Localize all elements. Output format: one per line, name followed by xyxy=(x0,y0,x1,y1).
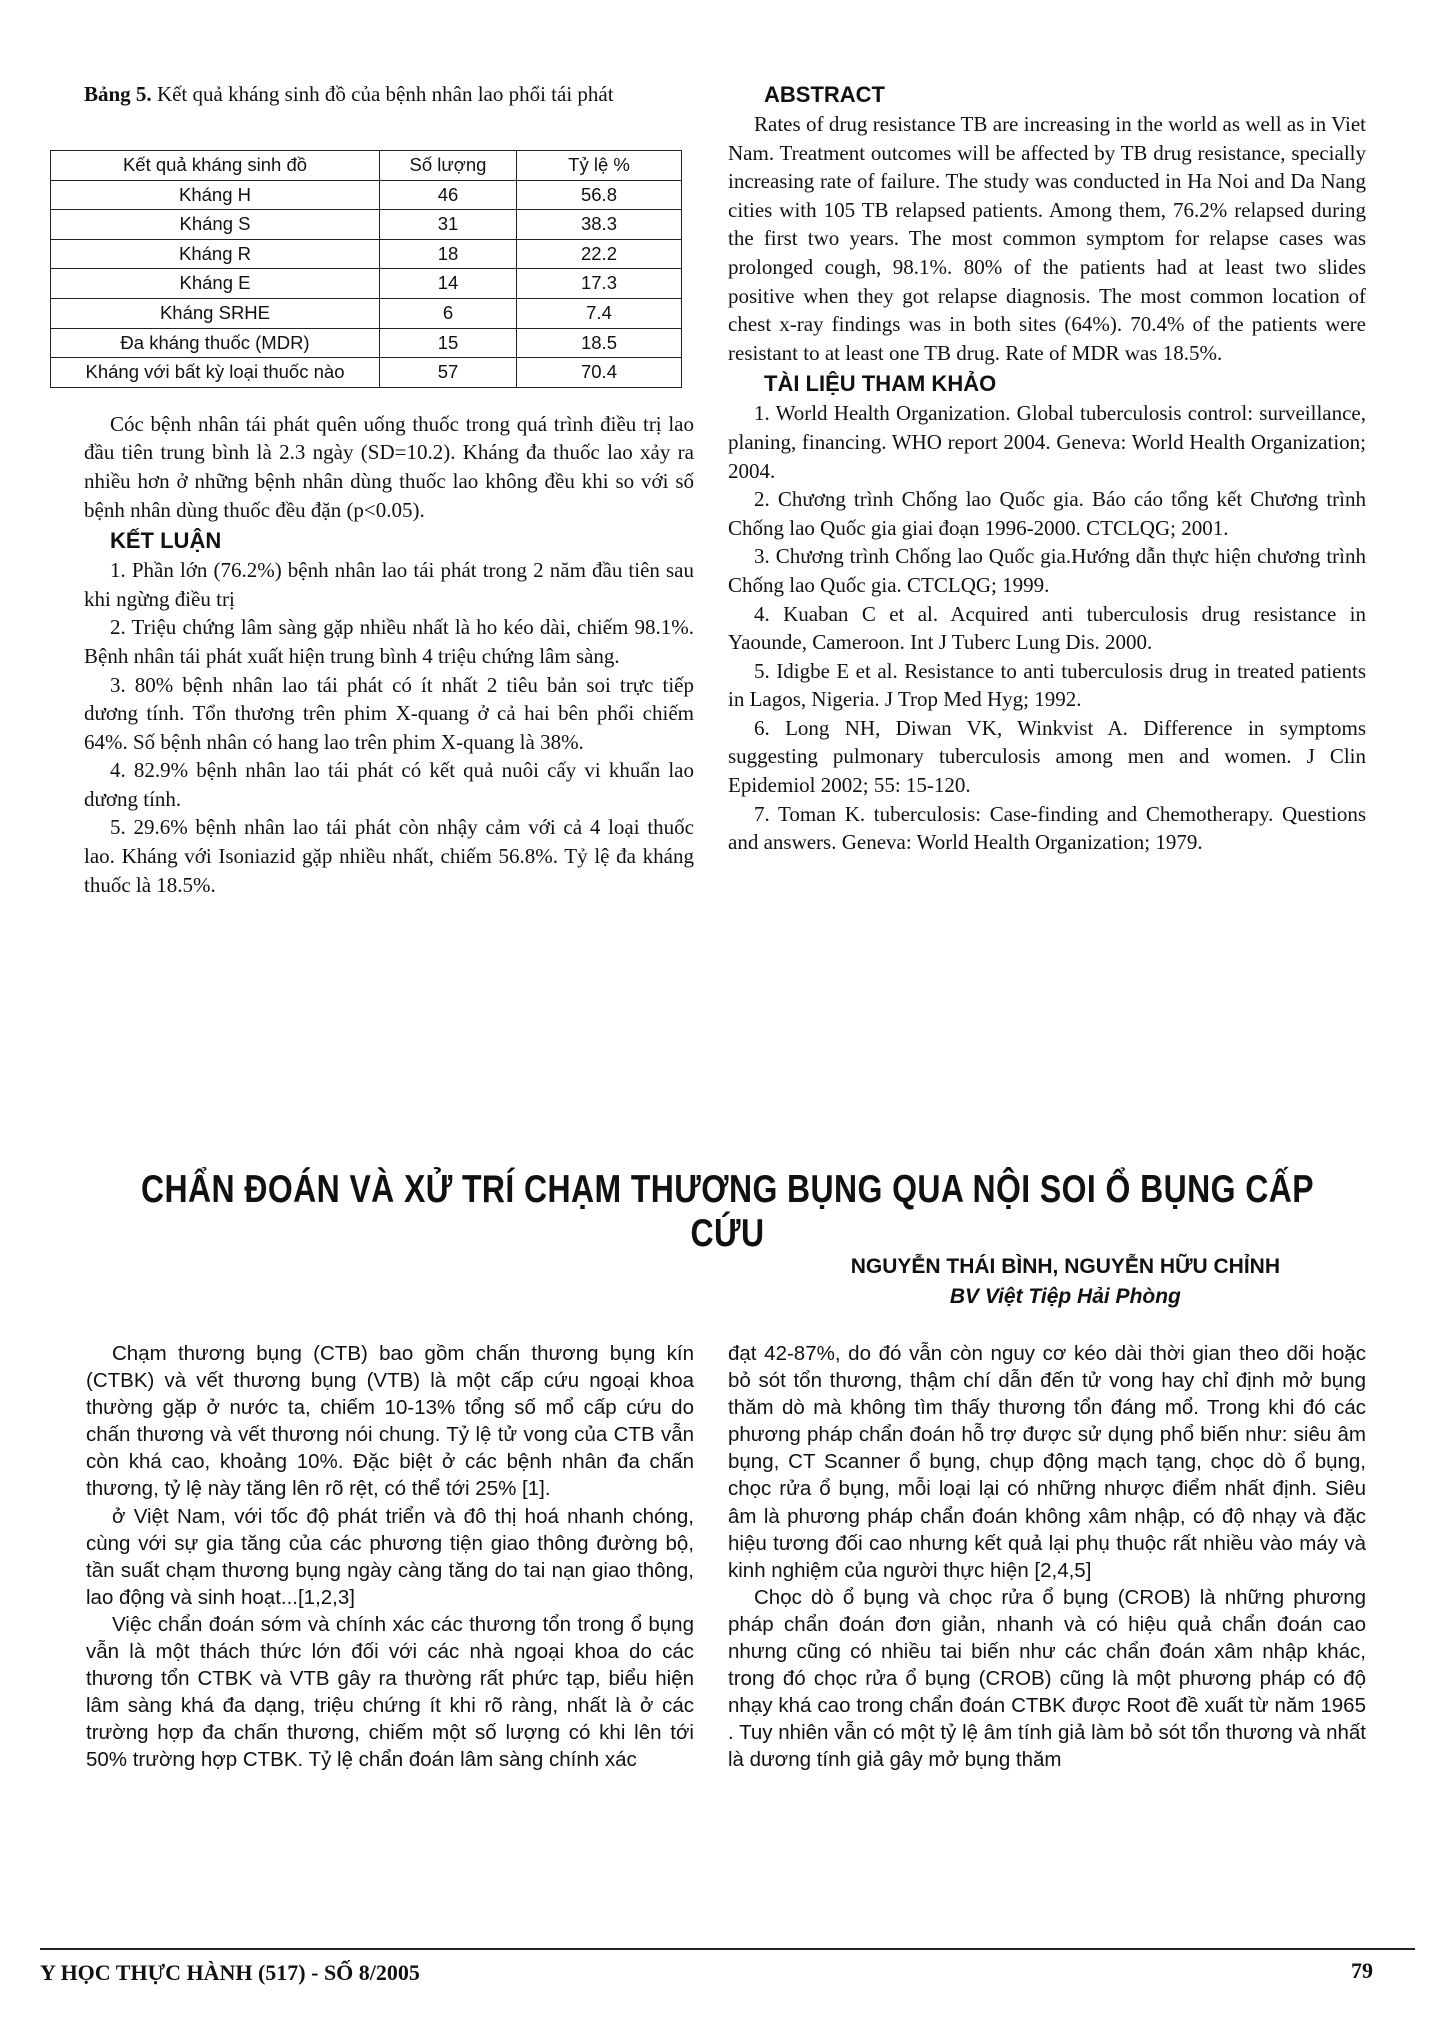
table-cell: Kháng SRHE xyxy=(51,298,380,328)
table-caption-label: Bảng 5. xyxy=(84,82,152,106)
table-cell: Kháng S xyxy=(51,210,380,240)
table-cell: Kháng H xyxy=(51,180,380,210)
conclusion-heading: KẾT LUẬN xyxy=(110,528,222,554)
table-row xyxy=(51,298,682,328)
article-authors: NGUYỄN THÁI BÌNH, NGUYỄN HỮU CHỈNH xyxy=(850,1255,1280,1278)
article-affiliation: BV Việt Tiệp Hải Phòng xyxy=(949,1285,1181,1308)
table-row xyxy=(51,269,682,299)
reference-item: 3. Chương trình Chống lao Quốc gia.Hướng dẫn thực hiện chương trình Chống lao Quốc gia. CTCLQG; 1999. xyxy=(728,544,1366,597)
conclusion-item: 1. Phần lớn (76.2%) bệnh nhân lao tái phát trong 2 năm đầu tiên sau khi ngừng điều trị xyxy=(84,558,694,611)
table-cell: 17.3 xyxy=(517,269,682,299)
after-table-paragraph: Cóc bệnh nhân tái phát quên uống thuốc trong quá trình điều trị lao đầu tiên trung bình là 2.3 ngày (SD=10.2). Kháng đa thuốc lao xảy ra nhiều hơn ở những bệnh nhân dùng thuốc lao không đều khi so với số bệnh nhân dùng thuốc đều đặn (p<0.05). xyxy=(84,411,694,522)
table-cell: 57 xyxy=(380,358,517,388)
table-cell: 38.3 xyxy=(517,210,682,240)
article-paragraph: Việc chẩn đoán sớm và chính xác các thương tổn trong ổ bụng vẫn là một thách thức lớn đối với các nhà ngoại khoa do các thương tổn CTBK và VTB gây ra thường rất phức tạp, biểu hiện lâm sàng khá đa dạng, triệu chứng ít khi rõ ràng, nhất là ở các trường hợp đa chấn thương, chiếm một số lượng có khi lên tới 50% trường hợp CTBK. Tỷ lệ chẩn đoán lâm sàng chính xác xyxy=(86,1612,694,1772)
reference-item: 2. Chương trình Chống lao Quốc gia. Báo cáo tổng kết Chương trình Chống lao Quốc gia giai đoạn 1996-2000. CTCLQG; 2001. xyxy=(728,487,1366,540)
table-cell: 18.5 xyxy=(517,328,682,358)
table-cell: 46 xyxy=(380,180,517,210)
table-header-cell: Kết quả kháng sinh đồ xyxy=(51,151,380,181)
table-cell: 22.2 xyxy=(517,239,682,269)
reference-item: 1. World Health Organization. Global tuberculosis control: surveillance, planing, financing. WHO report 2004. Geneva: World Health Organization; 2004. xyxy=(728,401,1366,483)
table-caption-text: Kết quả kháng sinh đồ của bệnh nhân lao phổi tái phát xyxy=(156,82,614,106)
upper-left-column xyxy=(42,80,694,899)
table-row xyxy=(51,358,682,388)
table-header-cell: Tỷ lệ % xyxy=(517,151,682,181)
article-right-column xyxy=(728,1340,1366,1774)
references-heading: TÀI LIỆU THAM KHẢO xyxy=(764,371,997,397)
table-cell: 14 xyxy=(380,269,517,299)
article-paragraph: ở Việt Nam, với tốc độ phát triển và đô thị hoá nhanh chóng, cùng với sự gia tăng của các phương tiện giao thông đường bộ, tần suất chạm thương bụng ngày càng tăng do tai nạn giao thông, lao động và sinh hoạt...[1,2,3] xyxy=(86,1504,694,1609)
table-row xyxy=(51,180,682,210)
footer-journal: Y HỌC THỰC HÀNH (517) - SỐ 8/2005 xyxy=(40,1960,420,1985)
table-header-cell: Số lượng xyxy=(380,151,517,181)
table-cell: Đa kháng thuốc (MDR) xyxy=(51,328,380,358)
article-byline xyxy=(851,1252,1280,1312)
table-row xyxy=(51,210,682,240)
table-row xyxy=(51,328,682,358)
conclusion-item: 4. 82.9% bệnh nhân lao tái phát có kết quả nuôi cấy vi khuẩn lao dương tính. xyxy=(84,758,694,811)
article-paragraph: Chạm thương bụng (CTB) bao gồm chấn thương bụng kín (CTBK) và vết thương bụng (VTB) là một cấp cứu ngoại khoa thường gặp ở nước ta, chiếm 10-13% tổng số mổ cấp cứu do chấn thương và vết thương nói chung. Tỷ lệ tử vong của CTB vẫn còn khá cao, khoảng 10%. Đặc biệt ở các bệnh nhân đa chấn thương, tỷ lệ này tăng lên rõ rệt, có thể tới 25% [1]. xyxy=(86,1342,694,1501)
table-header-row xyxy=(51,151,682,181)
reference-item: 5. Idigbe E et al. Resistance to anti tuberculosis drug in treated patients in Lagos, Nigeria. J Trop Med Hyg; 1992. xyxy=(728,658,1366,712)
table-cell: 70.4 xyxy=(517,358,682,388)
table-cell: 56.8 xyxy=(517,180,682,210)
reference-item: 4. Kuaban C et al. Acquired anti tuberculosis drug resistance in Yaounde, Cameroon. Int J Tuberc Lung Dis. 2000. xyxy=(728,601,1366,655)
table-caption xyxy=(84,80,694,108)
conclusion-section xyxy=(84,526,694,899)
table-cell: 6 xyxy=(380,298,517,328)
table-cell: 18 xyxy=(380,239,517,269)
upper-right-column xyxy=(728,80,1366,857)
table-cell: 7.4 xyxy=(517,298,682,328)
conclusion-item: 2. Triệu chứng lâm sàng gặp nhiều nhất là ho kéo dài, chiếm 98.1%. Bệnh nhân tái phát xuất hiện trung bình 4 triệu chứng lâm sàng. xyxy=(84,615,694,668)
table-cell: Kháng E xyxy=(51,269,380,299)
drug-resistance-table xyxy=(50,150,682,388)
table-cell: 31 xyxy=(380,210,517,240)
article-paragraph: đạt 42-87%, do đó vẫn còn nguy cơ kéo dài thời gian theo dõi hoặc bỏ sót tổn thương, thậm chí dẫn đến tử vong hay chỉ định mở bụng thăm dò mà không tìm thấy thương tổn đáng mổ. Trong khi đó các phương pháp chẩn đoán hỗ trợ được sử dụng phổ biến như: siêu âm bụng, CT Scanner ổ bụng, chụp động mạch tạng, chọc dò ổ bụng, chọc rửa ổ bụng, mỗi loại lại có những nhược điểm nhất định. Siêu âm là phương pháp chẩn đoán không xâm nhập, có độ nhạy và đặc hiệu tương đối cao nhưng kết quả lại phụ thuộc rất nhiều vào máy và kinh nghiệm của người thực hiện [2,4,5] xyxy=(728,1342,1366,1582)
table-cell: 15 xyxy=(380,328,517,358)
reference-item: 6. Long NH, Diwan VK, Winkvist A. Difference in symptoms suggesting pulmonary tuberculosis among men and women. J Clin Epidemiol 2002; 55: 15-120. xyxy=(728,715,1366,798)
page-number: 79 xyxy=(1351,1958,1373,1983)
table-row xyxy=(51,239,682,269)
footer-rule xyxy=(40,1948,1415,1950)
table-cell: Kháng R xyxy=(51,239,380,269)
article-left-column xyxy=(86,1340,694,1774)
article-title: CHẨN ĐOÁN VÀ XỬ TRÍ CHẠM THƯƠNG BỤNG QUA NỘI SOI Ổ BỤNG CẤP CỨU xyxy=(141,1168,1314,1255)
conclusion-item: 3. 80% bệnh nhân lao tái phát có ít nhất 2 tiêu bản soi trực tiếp dương tính. Tổn thương trên phim X-quang ở cả hai bên phổi chiếm 64%. Số bệnh nhân có hang lao trên phim X-quang là 38%. xyxy=(84,672,694,754)
abstract-heading: ABSTRACT xyxy=(764,82,885,107)
article-paragraph: Chọc dò ổ bụng và chọc rửa ổ bụng (CROB) là những phương pháp chẩn đoán đơn giản, nhanh và có hiệu quả chẩn đoán cao nhưng cũng có nhiều tai biến như các chẩn đoán xâm nhập khác, trong đó chọc rửa ổ bụng (CROB) cũng là một phương pháp có độ nhạy khá cao trong chẩn đoán CTBK được Root đề xuất từ năm 1965 . Tuy nhiên vẫn có một tỷ lệ âm tính giả làm bỏ sót tổn thương và nhất là dương tính giả gây mở bụng thăm xyxy=(728,1585,1366,1772)
reference-item: 7. Toman K. tuberculosis: Case-finding and Chemotherapy. Questions and answers. Geneva: World Health Organization; 1979. xyxy=(728,801,1366,855)
abstract-text: Rates of drug resistance TB are increasing in the world as well as in Viet Nam. Treatment outcomes will be affected by TB drug resistance, specially increasing rate of failure. The study was conducted in Ha Noi and Da Nang cities with 105 TB relapsed patients. Among them, 76.2% relapsed during the first two years. The most common symptom for relapse cases was prolonged cough, 98.1%. 80% of the patients had at least two slides positive when they got relapse diagnosis. The most common location of chest x-ray findings was in both sites (64%). 70.4% of the patients were resistant to at least one TB drug. Rate of MDR was 18.5%. xyxy=(728,112,1366,365)
conclusion-item: 5. 29.6% bệnh nhân lao tái phát còn nhậy cảm với cả 4 loại thuốc lao. Kháng với Isoniazid gặp nhiều nhất, chiếm 56.8%. Tỷ lệ đa kháng thuốc là 18.5%. xyxy=(84,815,694,897)
table-cell: Kháng với bất kỳ loại thuốc nào xyxy=(51,358,380,388)
